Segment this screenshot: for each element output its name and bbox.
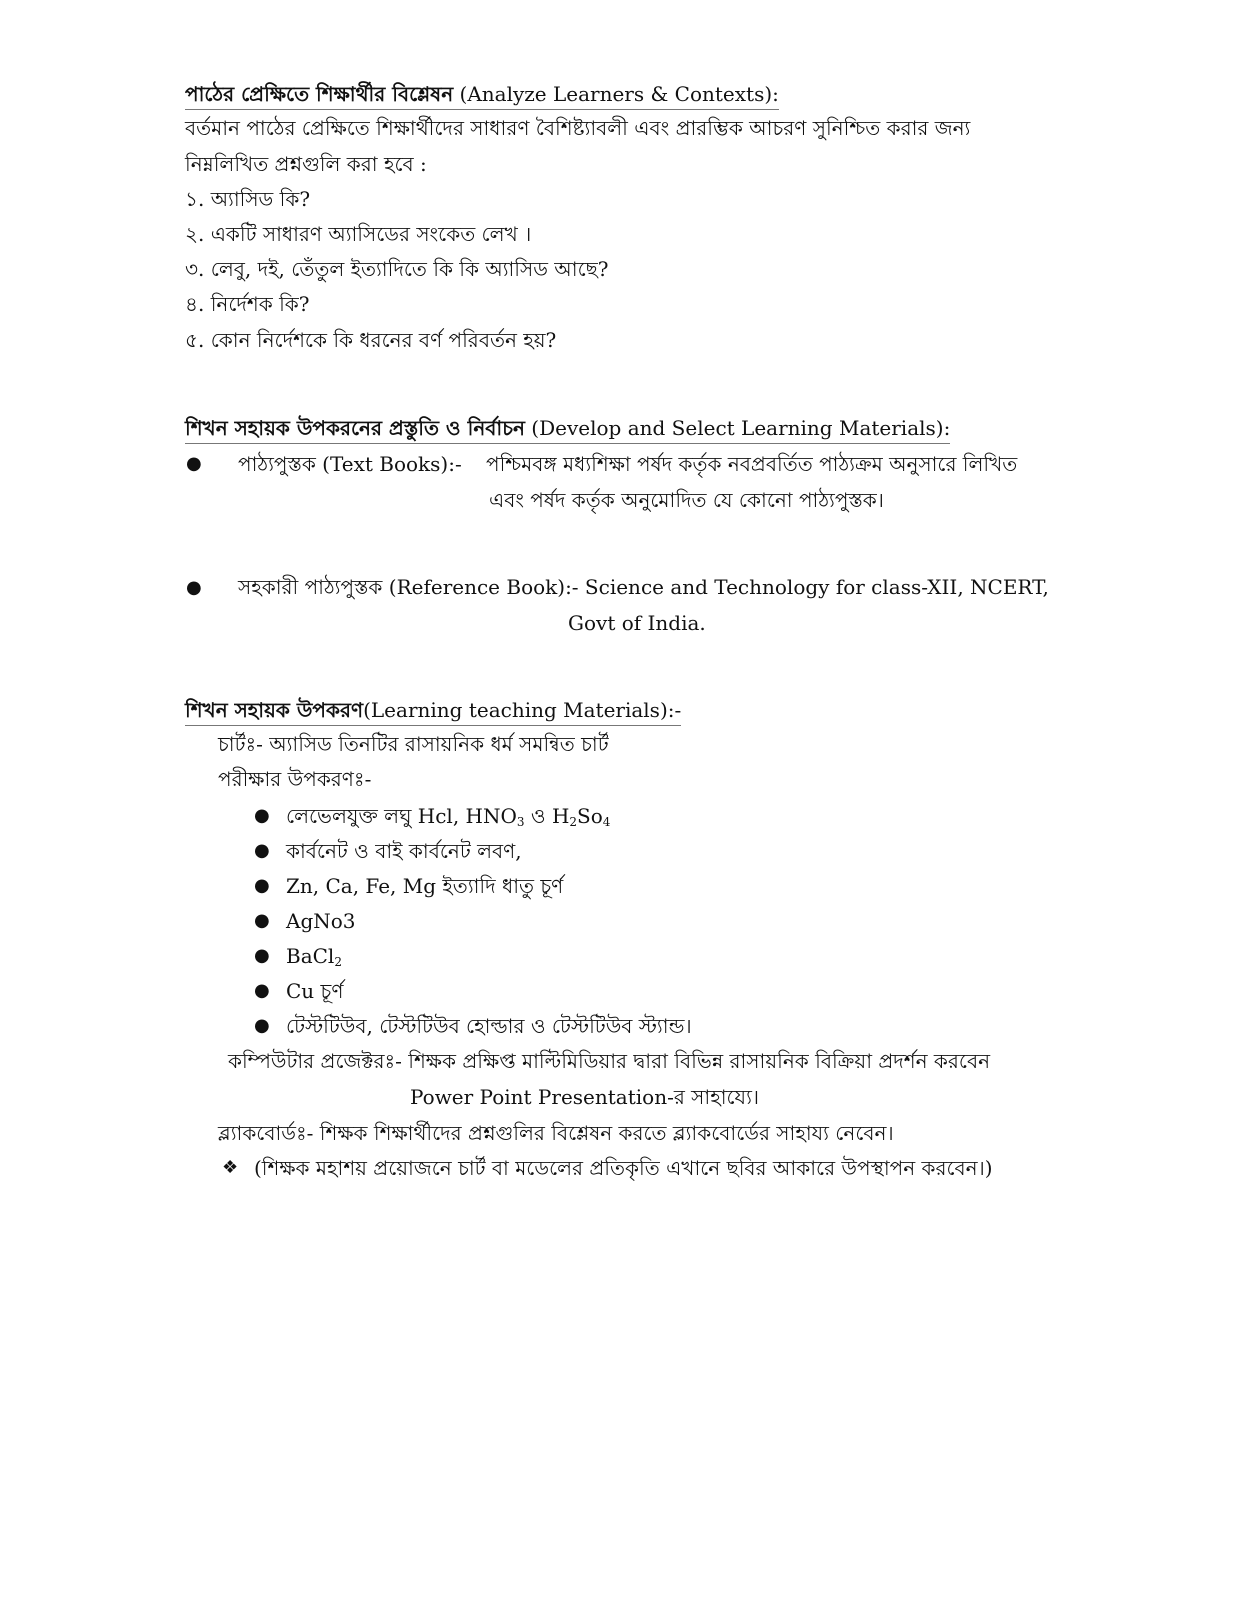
lab-item-1 [286, 802, 610, 830]
lab-item-1-text: ও H [524, 804, 570, 828]
section1-heading-en: (Analyze Learners & Contexts): [453, 82, 779, 106]
lab-item-5-text: BaCl [286, 944, 335, 968]
bullet-icon: ● [186, 453, 202, 474]
lab-item-7: টেস্টটিউব, টেস্টটিউব হোল্ডার ও টেস্টটিউব স্ট্যান্ড। [286, 1014, 692, 1038]
question-4: ৪. নির্দেশক কি? [185, 292, 310, 316]
reference-line1: সহকারী পাঠ্যপুস্তক (Reference Book):- Science and Technology for class-XII, NCERT, [238, 575, 1049, 599]
subscript: 2 [334, 955, 342, 969]
lab-item-1-text: লেভেলযুক্ত লঘু Hcl, HNO [286, 804, 517, 828]
subscript: 3 [516, 815, 525, 829]
section3-heading-bn: শিখন সহায়ক উপকরণ [185, 698, 364, 722]
section3-heading-en: (Learning teaching Materials):- [363, 698, 682, 722]
question-3: ৩. লেবু, দই, তেঁতুল ইত্যাদিতে কি কি অ্যাসিড আছে? [185, 257, 609, 281]
lab-item-3: Zn, Ca, Fe, Mg ইত্যাদি ধাতু চূর্ণ [286, 874, 564, 898]
section1-para-line2: নিম্নলিখিত প্রশ্নগুলি করা হবে : [185, 152, 427, 176]
note-line: (শিক্ষক মহাশয় প্রয়োজনে চার্ট বা মডেলের প্রতিকৃতি এখানে ছবির আকারে উপস্থাপন করবেন।) [254, 1156, 993, 1180]
bullet-icon: ● [186, 577, 202, 598]
section2-heading-bn: শিখন সহায়ক উপকরনের প্রস্তুতি ও নির্বাচন [185, 416, 525, 440]
diamond-bullet-icon: ❖ [222, 1157, 239, 1178]
textbook-label: পাঠ্যপুস্তক (Text Books):- [238, 452, 462, 476]
question-1: ১. অ্যাসিড কি? [185, 187, 311, 211]
textbook-line1: পশ্চিমবঙ্গ মধ্যশিক্ষা পর্ষদ কর্তৃক নবপ্রবর্তিত পাঠ্যক্রম অনুসারে লিখিত [486, 452, 1018, 476]
lab-label: পরীক্ষার উপকরণঃ- [218, 767, 372, 791]
bullet-icon: ● [254, 1015, 270, 1036]
bullet-icon: ● [254, 980, 270, 1001]
subscript: 4 [602, 815, 611, 829]
lab-item-1-text: So [577, 804, 603, 828]
lab-item-6: Cu চূর্ণ [286, 979, 344, 1003]
bullet-icon: ● [254, 875, 270, 896]
subscript: 2 [569, 815, 578, 829]
projector-line1: কম্পিউটার প্রজেক্টরঃ- শিক্ষক প্রক্ষিপ্ত মাল্টিমিডিয়ার দ্বারা বিভিন্ন রাসায়নিক বিক্রিয়া প্রদর্শন করবেন [228, 1049, 991, 1073]
bullet-icon: ● [254, 945, 270, 966]
bullet-icon: ● [254, 805, 270, 826]
chart-line: চার্টঃ- অ্যাসিড তিনটির রাসায়নিক ধর্ম সমন্বিত চার্ট [218, 732, 609, 756]
lab-item-5 [286, 942, 342, 970]
projector-line2: Power Point Presentation-র সাহায্যে। [410, 1085, 760, 1109]
section2-heading-en: (Develop and Select Learning Materials): [524, 416, 951, 440]
textbook-line2: এবং পর্ষদ কর্তৃক অনুমোদিত যে কোনো পাঠ্যপুস্তক। [489, 488, 884, 512]
lab-item-4: AgNo3 [286, 909, 356, 933]
section1-para-line1: বর্তমান পাঠের প্রেক্ষিতে শিক্ষার্থীদের সাধারণ বৈশিষ্ট্যাবলী এবং প্রারম্ভিক আচরণ সুনিশ্চিত করার জন্য [185, 116, 971, 140]
bullet-icon: ● [254, 840, 270, 861]
blackboard-line: ব্ল্যাকবোর্ডঃ- শিক্ষক শিক্ষার্থীদের প্রশ্নগুলির বিশ্লেষন করতে ব্ল্যাকবোর্ডের সাহায্য নেবেন। [218, 1121, 894, 1145]
section3-heading [185, 696, 681, 726]
section2-heading [185, 414, 950, 444]
section1-heading [185, 80, 779, 110]
question-5: ৫. কোন নির্দেশকে কি ধরনের বর্ণ পরিবর্তন হয়? [185, 328, 557, 352]
section1-heading-bn: পাঠের প্রেক্ষিতে শিক্ষার্থীর বিশ্লেষন [185, 82, 454, 106]
question-2: ২. একটি সাধারণ অ্যাসিডের সংকেত লেখ । [185, 222, 532, 246]
lab-item-2: কার্বনেট ও বাই কার্বনেট লবণ, [286, 839, 522, 863]
reference-line2: Govt of India. [568, 611, 706, 635]
bullet-icon: ● [254, 910, 270, 931]
